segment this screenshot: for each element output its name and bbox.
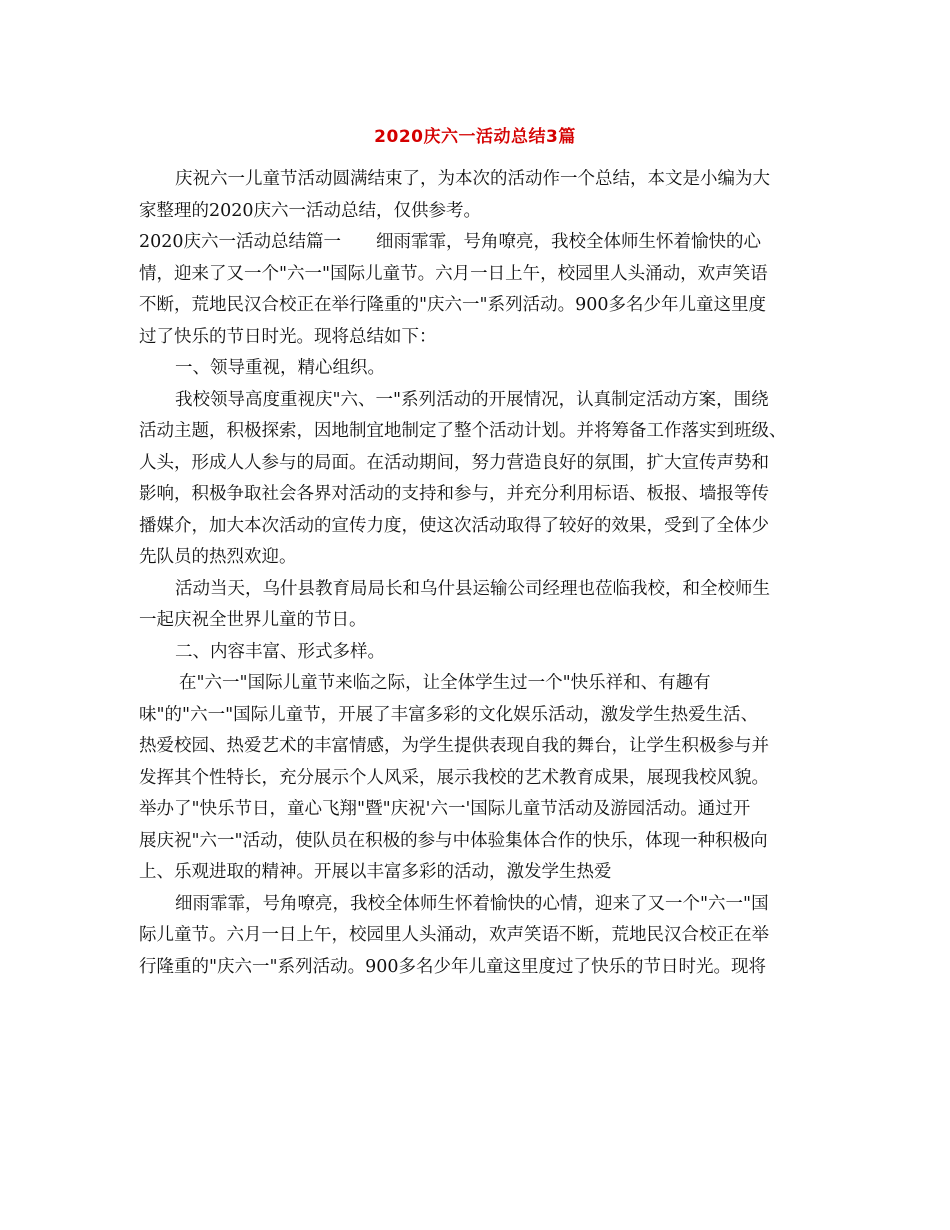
text-line: 活动主题，积极探索，因地制宜地制定了整个活动计划。并将筹备工作落实到班级、 — [139, 421, 787, 441]
text-line: 展庆祝"六一"活动，使队员在积极的参与中体验集体合作的快乐，体现一种积极向 — [139, 830, 768, 851]
text-line: 二、内容丰富、形式多样。 — [175, 641, 385, 662]
text-line: 一起庆祝全世界儿童的节日。 — [139, 610, 367, 630]
text-line: 际儿童节。六月一日上午，校园里人头涌动，欢声笑语不断，荒地民汉合校正在举 — [139, 925, 769, 945]
text-line: 人头，形成人人参与的局面。在活动期间，努力营造良好的氛围，扩大宣传声势和 — [139, 452, 769, 473]
text-line: 影响，积极争取社会各界对活动的支持和参与，并充分利用标语、板报、墙报等传 — [139, 484, 769, 504]
text-line: 家整理的2020庆六一活动总结，仅供参考。 — [139, 200, 482, 221]
text-line: 播媒介，加大本次活动的宣传力度，使这次活动取得了较好的效果，受到了全体少 — [139, 515, 769, 536]
text-line: 上、乐观进取的精神。开展以丰富多彩的活动，激发学生热爱 — [139, 862, 612, 882]
text-line: 热爱校园、热爱艺术的丰富情感，为学生提供表现自我的舞台，让学生积极参与并 — [139, 736, 769, 756]
text-line: 一、领导重视，精心组织。 — [175, 358, 385, 378]
document-title: 2020庆六一活动总结3篇 — [374, 127, 576, 147]
text-line: 情，迎来了又一个"六一"国际儿童节。六月一日上午，校园里人头涌动，欢声笑语 — [139, 263, 768, 284]
text-line: 先队员的热烈欢迎。 — [139, 547, 297, 567]
text-line: 不断，荒地民汉合校正在举行隆重的"庆六一"系列活动。900多名少年儿童这里度 — [139, 295, 766, 315]
text-line: 我校领导高度重视庆"六、一"系列活动的开展情况，认真制定活动方案，围绕 — [175, 389, 769, 410]
text-line: 在"六一"国际儿童节来临之际，让全体学生过一个"快乐祥和、有趣有 — [179, 673, 711, 693]
document-body — [139, 164, 819, 983]
text-line: 行隆重的"庆六一"系列活动。900多名少年儿童这里度过了快乐的节日时光。现将 — [139, 956, 766, 977]
text-line: 2020庆六一活动总结篇一 细雨霏霏，号角嘹亮，我校全体师生怀着愉快的心 — [139, 232, 762, 252]
text-line: 庆祝六一儿童节活动圆满结束了，为本次的活动作一个总结，本文是小编为大 — [175, 169, 770, 189]
text-line: 过了快乐的节日时光。现将总结如下： — [139, 326, 437, 347]
text-line: 举办了"快乐节日，童心飞翔"暨"庆祝'六一'国际儿童节活动及游园活动。通过开 — [139, 799, 751, 819]
text-line: 活动当天，乌什县教育局局长和乌什县运输公司经理也莅临我校，和全校师生 — [175, 578, 770, 599]
text-line: 味"的"六一"国际儿童节，开展了丰富多彩的文化娱乐活动，激发学生热爱生活、 — [139, 704, 759, 725]
text-line: 发挥其个性特长，充分展示个人风采，展示我校的艺术教育成果，展现我校风貌。 — [139, 767, 769, 788]
text-line: 细雨霏霏，号角嘹亮，我校全体师生怀着愉快的心情，迎来了又一个"六一"国 — [175, 893, 769, 914]
